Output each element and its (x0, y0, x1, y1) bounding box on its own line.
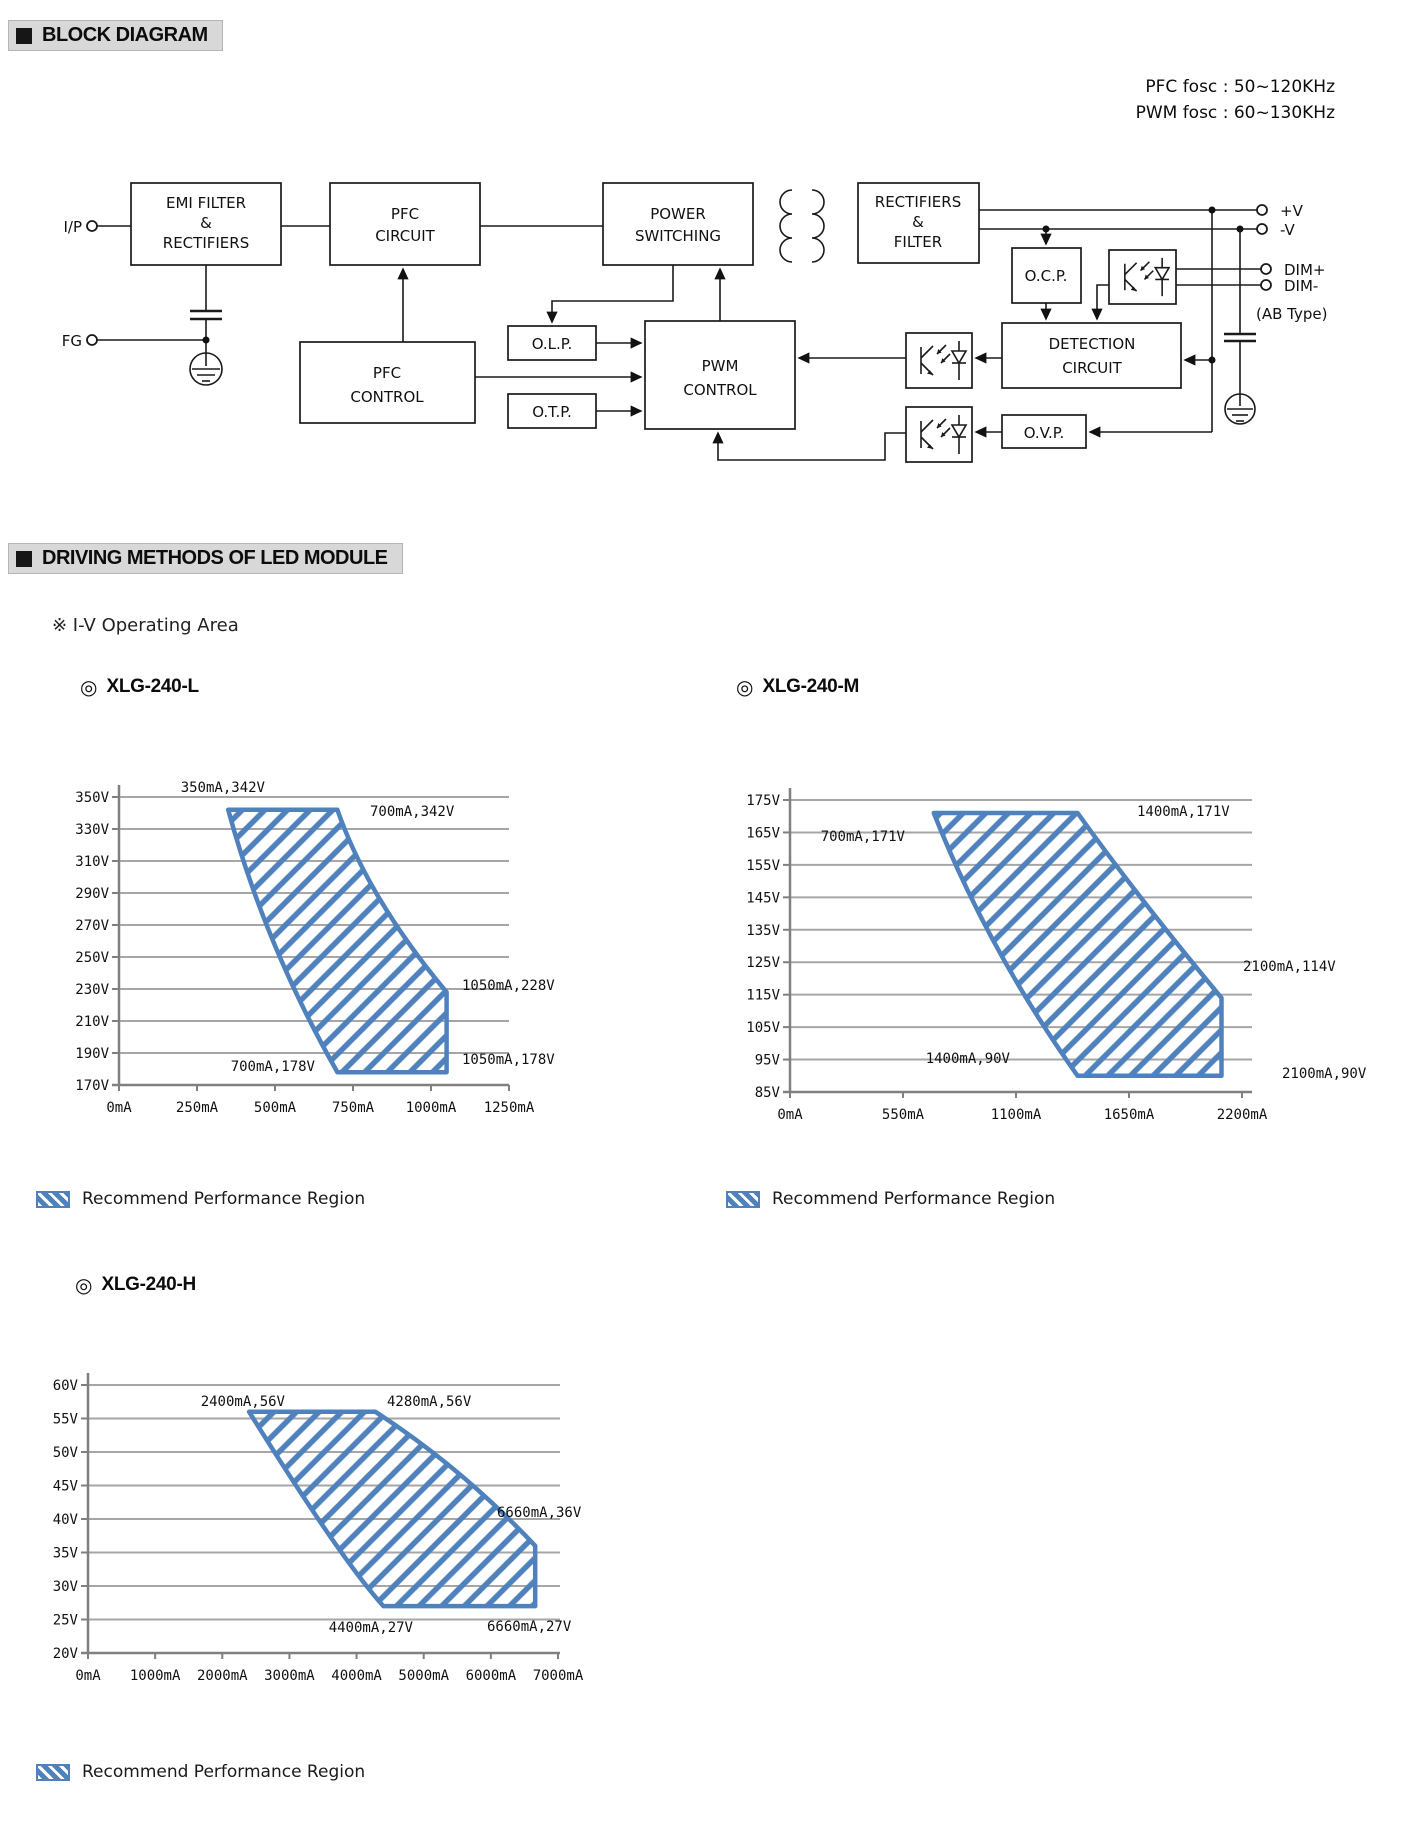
svg-text:+V: +V (1280, 202, 1303, 220)
point-annotation: 700mA,342V (370, 804, 455, 820)
emi-filter-block (131, 183, 281, 265)
chart-title-xlg-240-h: ◎ XLG-240-H (75, 1273, 196, 1297)
terminal-v-minus (1257, 221, 1296, 239)
point-annotation: 1400mA,171V (1137, 804, 1230, 820)
terminal-input (63, 218, 97, 236)
chart-title-xlg-240-l: ◎ XLG-240-L (80, 675, 199, 699)
svg-text:CIRCUIT: CIRCUIT (375, 227, 435, 245)
point-annotation: 6660mA,36V (497, 1505, 582, 1521)
x-tick-label: 6000mA (465, 1668, 517, 1684)
svg-text:FG: FG (61, 332, 82, 350)
chart-title-xlg-240-m: ◎ XLG-240-M (736, 675, 859, 699)
operating-region (934, 813, 1222, 1076)
svg-text:EMI FILTER: EMI FILTER (165, 194, 247, 212)
svg-text:O.C.P.: O.C.P. (1024, 267, 1068, 285)
svg-text:CONTROL: CONTROL (350, 388, 424, 406)
x-tick-label: 2200mA (1216, 1107, 1268, 1123)
legend-recommend-region: Recommend Performance Region (726, 1189, 1055, 1209)
svg-text:PFC: PFC (390, 205, 420, 223)
x-tick-label: 1650mA (1103, 1107, 1155, 1123)
optocoupler-icon (906, 407, 972, 462)
operating-region (249, 1412, 535, 1606)
point-annotation: 4400mA,27V (328, 1620, 413, 1636)
y-tick-label: 330V (75, 822, 109, 838)
svg-text:DIM+: DIM+ (1284, 261, 1326, 279)
y-tick-label: 55V (52, 1411, 78, 1428)
point-annotation: 1400mA,90V (925, 1051, 1010, 1067)
block-diagram (0, 130, 1409, 480)
section-title: BLOCK DIAGRAM (42, 24, 208, 46)
svg-text:&: & (200, 214, 212, 232)
capacitor-icon (1224, 334, 1256, 341)
capacitor-icon (190, 311, 222, 319)
y-tick-label: 145V (746, 890, 780, 907)
point-annotation: 2400mA,56V (200, 1394, 285, 1410)
x-tick-label: 3000mA (264, 1668, 315, 1684)
point-annotation: 2100mA,114V (1243, 959, 1336, 975)
y-tick-label: 165V (746, 825, 780, 842)
section-marker-icon (16, 551, 32, 567)
y-tick-label: 210V (75, 1014, 109, 1030)
terminal-v-plus (1257, 202, 1304, 220)
legend-recommend-region: Recommend Performance Region (36, 1189, 365, 1209)
detection-circuit-block (1002, 323, 1181, 388)
svg-text:PFC: PFC (372, 364, 402, 382)
x-tick-label: 7000mA (532, 1668, 584, 1684)
bullseye-icon: ◎ (80, 675, 98, 699)
ovp-block (1002, 415, 1086, 448)
point-annotation: 4280mA,56V (387, 1394, 472, 1410)
svg-text:-V: -V (1280, 221, 1295, 239)
x-tick-label: 250mA (175, 1100, 219, 1116)
point-annotation: 1050mA,178V (462, 1052, 555, 1068)
section-title: DRIVING METHODS OF LED MODULE (42, 547, 388, 569)
y-tick-label: 175V (746, 793, 780, 809)
legend-recommend-region: Recommend Performance Region (36, 1762, 365, 1782)
y-tick-label: 45V (52, 1478, 78, 1495)
y-tick-label: 310V (75, 854, 109, 870)
y-tick-label: 95V (754, 1052, 780, 1069)
y-tick-label: 40V (52, 1512, 78, 1528)
y-tick-label: 170V (75, 1078, 109, 1094)
x-tick-label: 2000mA (196, 1668, 248, 1684)
point-annotation: 6660mA,27V (487, 1619, 572, 1635)
section-header-block-diagram (8, 20, 223, 51)
pwm-fosc-line: PWM fosc : 60~130KHz (1135, 103, 1335, 123)
pfc-control-block (300, 342, 475, 423)
point-annotation: 1050mA,228V (462, 978, 555, 994)
y-tick-label: 250V (75, 950, 109, 966)
y-tick-label: 190V (75, 1046, 109, 1062)
y-tick-label: 290V (75, 886, 109, 902)
x-tick-label: 550mA (881, 1107, 925, 1123)
point-annotation: 700mA,178V (230, 1059, 315, 1075)
pfc-circuit-block (330, 183, 480, 265)
terminal-dim-minus (1261, 277, 1318, 295)
svg-text:O.L.P.: O.L.P. (531, 335, 573, 353)
x-tick-label: 1000mA (129, 1668, 181, 1684)
x-tick-label: 1000mA (405, 1100, 457, 1116)
y-tick-label: 50V (52, 1445, 78, 1461)
x-tick-label: 0mA (777, 1107, 803, 1123)
svg-text:POWER: POWER (650, 205, 706, 223)
iv-chart-xlg-240-l (0, 660, 640, 1140)
y-tick-label: 155V (746, 857, 780, 874)
optocoupler-icon (1109, 250, 1176, 304)
y-tick-label: 350V (75, 790, 109, 806)
svg-text:FILTER: FILTER (893, 233, 943, 251)
hatch-swatch-icon (726, 1191, 760, 1208)
iv-operating-area-subtitle: ※ I-V Operating Area (52, 615, 239, 636)
x-tick-label: 5000mA (398, 1668, 450, 1684)
x-tick-label: 0mA (75, 1668, 101, 1684)
y-tick-label: 230V (75, 982, 109, 998)
svg-text:&: & (912, 213, 924, 231)
svg-text:O.T.P.: O.T.P. (532, 403, 572, 421)
svg-text:PWM: PWM (701, 357, 739, 375)
svg-text:DIM-: DIM- (1284, 277, 1319, 295)
x-tick-label: 1250mA (483, 1100, 535, 1116)
point-annotation: 700mA,171V (820, 829, 905, 845)
y-tick-label: 35V (52, 1545, 78, 1562)
pfc-fosc-line: PFC fosc : 50~120KHz (1145, 77, 1335, 97)
x-tick-label: 0mA (106, 1100, 132, 1116)
y-tick-label: 125V (746, 955, 780, 972)
rectifiers-filter-block (858, 183, 979, 263)
svg-text:DETECTION: DETECTION (1048, 335, 1136, 353)
bullseye-icon: ◎ (736, 675, 754, 699)
bullseye-icon: ◎ (75, 1273, 93, 1297)
svg-text:CIRCUIT: CIRCUIT (1062, 359, 1122, 377)
y-tick-label: 270V (75, 918, 109, 934)
point-annotation: 350mA,342V (180, 780, 265, 796)
hatch-swatch-icon (36, 1191, 70, 1208)
fosc-note (1045, 74, 1335, 126)
operating-region (228, 810, 446, 1072)
iv-chart-xlg-240-h (0, 1360, 700, 1700)
x-tick-label: 750mA (331, 1100, 375, 1116)
svg-text:O.V.P.: O.V.P. (1023, 424, 1065, 442)
optocoupler-icon (906, 333, 972, 388)
y-tick-label: 30V (52, 1579, 78, 1595)
point-annotation: 2100mA,90V (1282, 1066, 1367, 1082)
y-tick-label: 85V (754, 1085, 780, 1101)
ab-type-note: (AB Type) (1256, 305, 1328, 323)
section-header-driving-methods (8, 543, 403, 574)
transformer-icon (780, 190, 824, 262)
x-tick-label: 4000mA (331, 1668, 382, 1684)
y-tick-label: 135V (746, 922, 780, 939)
power-switching-block (603, 183, 753, 265)
terminal-fg (62, 332, 97, 350)
svg-text:CONTROL: CONTROL (683, 381, 757, 399)
y-tick-label: 25V (52, 1612, 78, 1629)
otp-block (508, 394, 596, 428)
y-tick-label: 115V (746, 987, 780, 1004)
svg-text:SWITCHING: SWITCHING (634, 227, 722, 245)
y-tick-label: 60V (52, 1378, 78, 1394)
olp-block (508, 326, 596, 360)
svg-text:RECTIFIERS: RECTIFIERS (874, 193, 962, 211)
svg-text:RECTIFIERS: RECTIFIERS (162, 234, 250, 252)
ocp-block (1012, 248, 1081, 303)
section-marker-icon (16, 28, 32, 44)
x-tick-label: 500mA (253, 1100, 297, 1116)
y-tick-label: 20V (52, 1646, 78, 1662)
hatch-swatch-icon (36, 1764, 70, 1781)
x-tick-label: 1100mA (990, 1107, 1042, 1123)
y-tick-label: 105V (746, 1020, 780, 1037)
pwm-control-block (645, 321, 795, 429)
svg-text:I/P: I/P (63, 218, 82, 236)
iv-chart-xlg-240-m (660, 660, 1409, 1140)
